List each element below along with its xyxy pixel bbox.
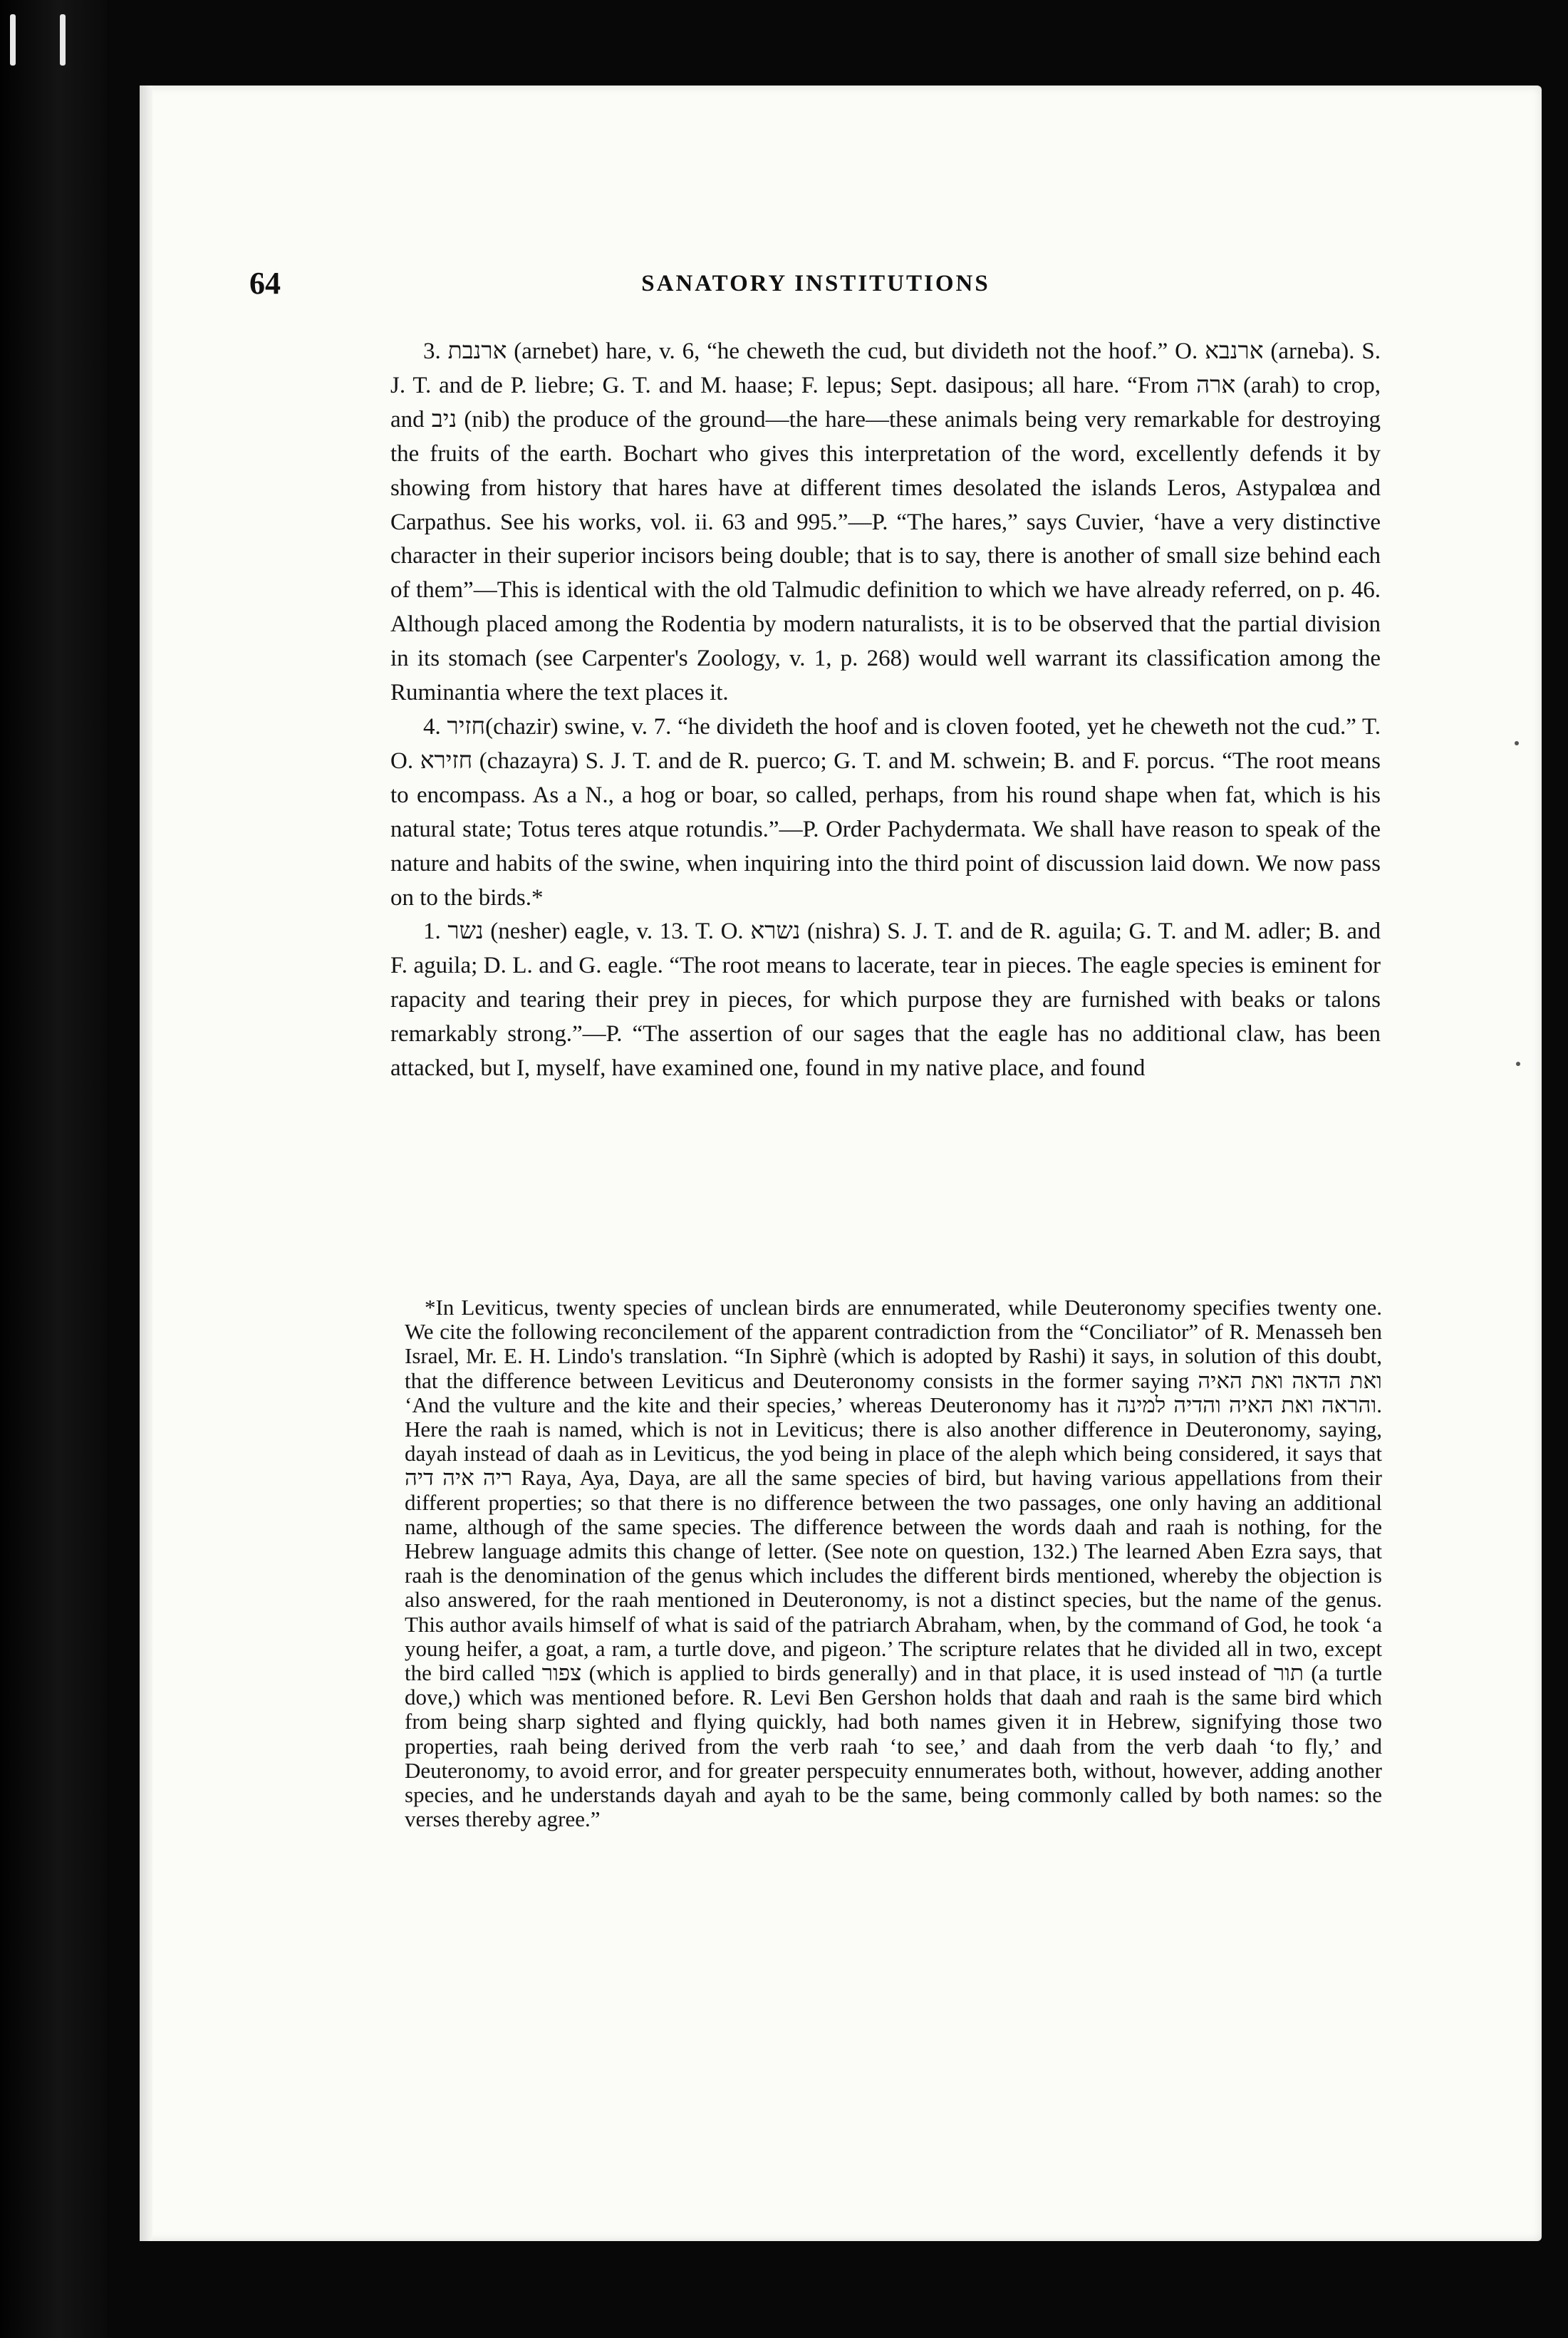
footnote-block	[405, 1295, 1382, 1831]
main-text	[390, 335, 1381, 1086]
book-spine-shadow	[0, 0, 107, 2338]
page-speck	[1515, 741, 1519, 745]
page-header	[249, 265, 1382, 308]
footnote-text: *In Leviticus, twenty species of unclean birds are ennumerated, while Deuteronomy specifies twenty one. We cite the following reconcilement of the apparent contradiction from the “Conciliator” of R. Menasseh ben Israel, Mr. E. H. Lindo's translation. “In Siphrè (which is adopted by Rashi) it says, in solution of this doubt, that the difference between Leviticus and Deuteronomy consists in the former saying ואת הדאה ואת האיה ‘And the vulture and the kite and their species,’ whereas Deuteronomy has it והראה ואת האיה והדיה למינה. Here the raah is named, which is not in Leviticus; there is also another difference in Deuteronomy, saying, dayah instead of daah as in Leviticus, the yod being in place of the aleph which being considered, it says that ריה איה דיה Raya, Aya, Daya, are all the same species of bird, but having various appellations from their different properties; so that there is no difference between the two passages, one only having an additional name, although of the same species. The difference between the words daah and raah is nothing, for the Hebrew language admits this change of letter. (See note on question, 132.) The learned Aben Ezra says, that raah is the denomination of the genus which includes the different birds mentioned, whereby the objection is also answered, for the raah mentioned in Deuteronomy, is not a distinct species, but the name of the genus. This author avails himself of what is said of the patriarch Abraham, when, by the command of God, he took ‘a young heifer, a goat, a ram, a turtle dove, and pigeon.’ The scripture relates that he divided all in two, except the bird called צפור (which is applied to birds generally) and in that place, it is used instead of תור (a turtle dove,) which was mentioned before. R. Levi Ben Gershon holds that daah and raah is the same bird which from being sharp sighted and flying quickly, had both names given it in Hebrew, signifying those two properties, raah being derived from the verb raah ‘to see,’ and daah from the verb daah ‘to fly,’ and Deuteronomy, to avoid error, and for greater perspecuity ennumerates both, without, however, adding another species, and he understands dayah and ayah to be the same, being commonly called by both names: so the verses thereby agree.”	[405, 1295, 1383, 1832]
page-number: 64	[249, 266, 281, 301]
binding-mark	[60, 14, 66, 66]
running-head: SANATORY INSTITUTIONS	[641, 271, 990, 296]
paragraph-eagle: 1. נשר (nesher) eagle, v. 13. T. O. נשרא (nishra) S. J. T. and de R. aguila; G. T. and M. adler; B. and F. aguila; D. L. and G. eagle. “The root means to lacerate, tear in pieces. The eagle species is eminent for rapacity and tearing their prey in pieces, for which purpose they are furnished with beaks or talons remarkably strong.”—P. “The assertion of our sages that the eagle has no additional claw, has been attacked, but I, myself, have examined one, found in my native place, and found	[390, 919, 1381, 1082]
paragraph-swine: 4. חזיר(chazir) swine, v. 7. “he divideth the hoof and is cloven footed, yet he cheweth not the cud.” T. O. חזירא (chazayra) S. J. T. and de R. puerco; G. T. and M. schwein; B. and F. porcus. “The root means to encompass. As a N., a hog or boar, so called, perhaps, from his round shape when fat, which is his natural state; Totus teres atque rotundis.”—P. Order Pachydermata. We shall have reason to speak of the nature and habits of the swine, when inquiring into the third point of discussion laid down. We now pass on to the birds.*	[390, 713, 1381, 911]
page-gutter-edge	[140, 86, 152, 2241]
paragraph-hare: 3. ארנבת (arnebet) hare, v. 6, “he cheweth the cud, but divideth not the hoof.” O. ארנבא (arneba). S. J. T. and de P. liebre; G. T. and M. haase; F. lepus; Sept. dasipous; all hare. “From ארה (arah) to crop, and ניב (nib) the produce of the ground—the hare—these animals being very remarkable for destroying the fruits of the earth. Bochart who gives this interpretation of the word, excellently defends it by showing from history that hares have at different times desolated the islands Leros, Astypalœa and Carpathus. See his works, vol. ii. 63 and 995.”—P. “The hares,” says Cuvier, ‘have a very distinctive character in their superior incisors being double; that is to say, there is another of small size behind each of them”—This is identical with the old Talmudic definition to which we have already referred, on p. 46. Although placed among the Rodentia by modern naturalists, it is to be observed that the partial division in its stomach (see Carpenter's Zoology, v. 1, p. 268) would well warrant its classification among the Ruminantia where the text places it.	[390, 338, 1381, 706]
binding-mark	[10, 14, 16, 66]
page-speck	[1516, 1062, 1520, 1066]
